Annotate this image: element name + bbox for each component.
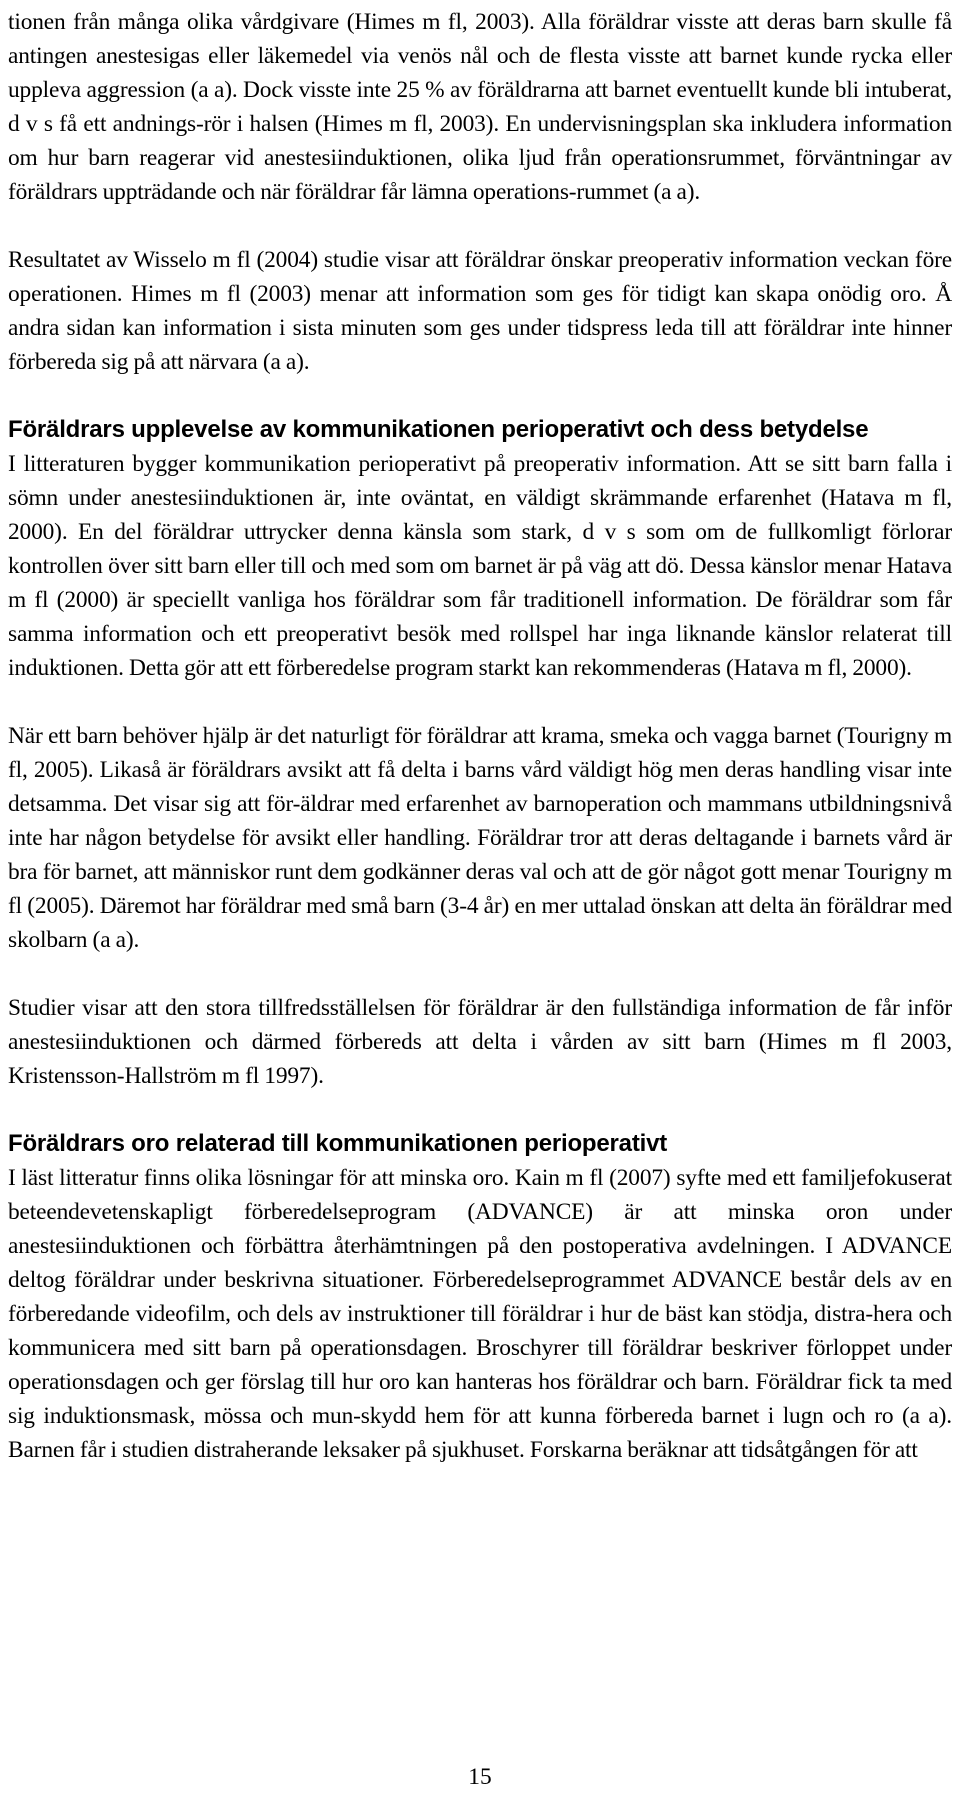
paragraph-gap: [8, 957, 952, 991]
paragraph-information-timing: Resultatet av Wisselo m fl (2004) studie visar att föräldrar önskar preoperativ information veckan före operationen. Himes m fl (2003) menar att information som ges för tidigt kan skapa onödig oro. Å andra sidan kan information i sista minuten som ges under tidspress leda till att föräldrar inte hinner förbereda sig på att närvara (a a).: [8, 247, 952, 375]
paragraph-gap: [8, 379, 952, 413]
paragraph-gap: [8, 1093, 952, 1127]
paragraph-parent-participation: När ett barn behöver hjälp är det naturligt för föräldrar att krama, smeka och vagga barnet (Tourigny m fl, 2005). Likaså är föräldrars avsikt att få delta i barns vård väldigt hög men deras handling visar inte detsamma. Det visar sig att för-äldrar med erfarenhet av barnoperation och mammans utbildningsnivå inte har någon betydelse för avsikt eller handling. Föräldrar tror att deras deltagande i barnets vård är bra för barnet, att människor runt dem godkänner deras val och att de gör något gott menar Tourigny m fl (2005). Däremot har föräldrar med små barn (3-4 år) en mer uttalad önskan att delta än föräldrar med skolbarn (a a).: [8, 723, 952, 953]
paragraph-parent-satisfaction: Studier visar att den stora tillfredsställelsen för föräldrar är den fullständiga information de får inför anestesiinduktionen och därmed förbereds att delta i vården av sitt barn (Himes m fl 2003, Kristensson-Hallström m fl 1997).: [8, 995, 952, 1089]
section-heading-parent-experience: Föräldrars upplevelse av kommunikationen perioperativt och dess betydelse: [8, 416, 869, 443]
paragraph-communication-induction: I litteraturen bygger kommunikation perioperativt på preoperativ information. Att se sitt barn falla i sömn under anestesiinduktionen är, inte oväntat, en väldigt skrämmande erfarenhet (Hatava m fl, 2000). En del föräldrar uttrycker denna känsla som stark, d v s som om de fullkomligt förlorar kontrollen över sitt barn eller till och med som om barnet är på väg att dö. Dessa känslor menar Hatava m fl (2000) är speciellt vanliga hos föräldrar som får traditionell information. De föräldrar som får samma information och ett preoperativt besök med rollspel har inga liknande känslor relaterat till induktionen. Detta gör att ett förberedelse program starkt kan rekommenderas (Hatava m fl, 2000).: [8, 451, 952, 681]
paragraph-parent-information: tionen från många olika vårdgivare (Himes m fl, 2003). Alla föräldrar visste att deras barn skulle få antingen anestesigas eller läkemedel via venös nål och de flesta visste att barnet kunde rycka eller uppleva aggression (a a). Dock visste inte 25 % av föräldrarna att barnet eventuellt kunde bli intuberat, d v s få ett andnings-rör i halsen (Himes m fl, 2003). En undervisningsplan ska inkludera information om hur barn reagerar vid anestesiinduktionen, olika ljud från operationsrummet, förväntningar av föräldrars uppträdande och när föräldrar får lämna operations-rummet (a a).: [8, 9, 952, 205]
paragraph-gap: [8, 685, 952, 719]
document-body: [8, 0, 952, 1467]
paragraph-gap: [8, 209, 952, 243]
page-number: 15: [468, 1764, 492, 1790]
paragraph-advance-program: I läst litteratur finns olika lösningar för att minska oro. Kain m fl (2007) syfte med ett familjefokuserat beteendevetenskapligt förberedelseprogram (ADVANCE) är att minska oron under anestesiinduktionen och förbättra återhämtningen på den postoperativa avdelningen. I ADVANCE deltog föräldrar under beskrivna situationer. Förberedelseprogrammet ADVANCE består dels av en förberedande videofilm, och dels av instruktioner till föräldrar i hur de bäst kan stödja, distra-hera och kommunicera med sitt barn på operationsdagen. Broschyrer till föräldrar beskriver förloppet under operationsdagen och ger förslag till hur oro kan hanteras hos föräldrar och barn. Föräldrar fick ta med sig induktionsmask, mössa och mun-skydd hem för att kunna förbereda barnet i lugn och ro (a a). Barnen får i studien distraherande leksaker på sjukhuset. Forskarna beräknar att tidsåtgången för att: [8, 1165, 952, 1463]
section-heading-parent-anxiety: Föräldrars oro relaterad till kommunikationen perioperativt: [8, 1130, 668, 1157]
